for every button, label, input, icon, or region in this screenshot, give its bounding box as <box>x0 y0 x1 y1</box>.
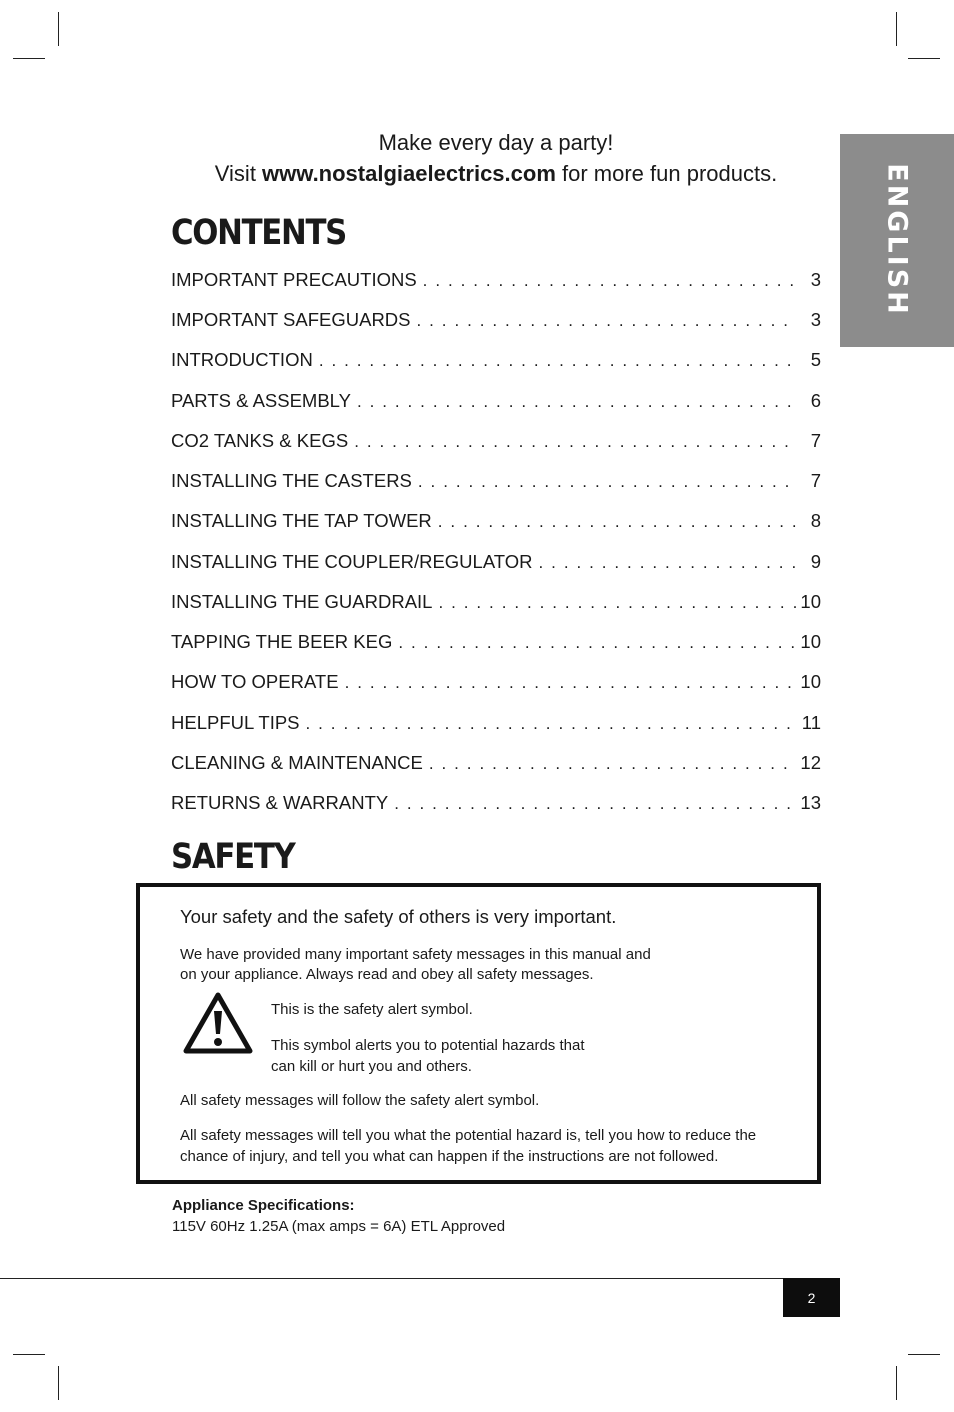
toc-entry-page: 3 <box>810 309 821 330</box>
toc-entry-title: HELPFUL TIPS <box>171 712 300 733</box>
toc-entry-page: 6 <box>810 390 821 411</box>
alert-line2: can kill or hurt you and others. <box>271 1058 472 1075</box>
contents-heading: CONTENTS <box>171 213 347 253</box>
toc-leader <box>418 472 797 492</box>
website-url: www.nostalgiaelectrics.com <box>262 161 556 186</box>
toc-entry <box>171 551 821 579</box>
toc-entry-title: INSTALLING THE GUARDRAIL <box>171 591 433 612</box>
alert-symbol-text: This is the safety alert symbol. <box>271 1001 473 1018</box>
toc-entry-title: TAPPING THE BEER KEG <box>171 631 393 652</box>
toc-leader <box>394 794 797 814</box>
toc-entry-title: IMPORTANT SAFEGUARDS <box>171 309 411 330</box>
tagline-suffix: for more fun products. <box>555 161 778 186</box>
toc-leader <box>539 553 797 573</box>
safety-tell-line2: chance of injury, and tell you what can happen if the instructions are not followed. <box>180 1148 719 1165</box>
alert-line1: This symbol alerts you to potential hazards that <box>271 1037 585 1054</box>
toc-entry-page: 11 <box>801 712 821 733</box>
toc-entry-title: RETURNS & WARRANTY <box>171 792 389 813</box>
toc-entry-page: 9 <box>810 551 821 572</box>
toc-entry-title: HOW TO OPERATE <box>171 671 339 692</box>
tagline-line1: Make every day a party! <box>378 130 614 155</box>
toc-entry <box>171 792 821 820</box>
toc-entry-title: INSTALLING THE COUPLER/REGULATOR <box>171 551 533 572</box>
toc-entry-title: CLEANING & MAINTENANCE <box>171 752 423 773</box>
toc-entry-title: IMPORTANT PRECAUTIONS <box>171 269 417 290</box>
tagline-line2 <box>140 161 852 187</box>
toc-entry <box>171 712 821 740</box>
toc-entry-page: 3 <box>810 269 821 290</box>
page-number: 2 <box>783 1278 840 1317</box>
toc-leader <box>357 392 797 412</box>
toc-entry <box>171 309 821 337</box>
safety-intro-line1: We have provided many important safety messages in this manual and <box>180 946 651 963</box>
crop-mark <box>13 58 45 59</box>
footer-rule <box>0 1278 840 1279</box>
toc-leader <box>354 432 797 452</box>
toc-entry-page: 12 <box>800 752 821 773</box>
toc-entry-page: 8 <box>810 510 821 531</box>
toc-leader <box>438 593 797 613</box>
toc-leader <box>398 633 797 653</box>
toc-entry-page: 10 <box>800 671 821 692</box>
appliance-specs-value: 115V 60Hz 1.25A (max amps = 6A) ETL Approved <box>172 1218 506 1235</box>
toc-entry <box>171 671 821 699</box>
toc-entry <box>171 349 821 377</box>
crop-mark <box>58 12 59 46</box>
toc-entry-title: PARTS & ASSEMBLY <box>171 390 351 411</box>
safety-box <box>136 883 821 1184</box>
language-tab-label: ENGLISH <box>881 163 913 317</box>
crop-mark <box>58 1366 59 1400</box>
warning-triangle-icon <box>183 991 253 1055</box>
safety-tell-line1: All safety messages will tell you what the potential hazard is, tell you how to reduce the <box>180 1127 757 1144</box>
toc-entry-page: 5 <box>810 349 821 370</box>
toc-leader <box>306 714 797 734</box>
safety-follow-text: All safety messages will follow the safety alert symbol. <box>180 1092 540 1109</box>
crop-mark <box>896 1366 897 1400</box>
toc-entry <box>171 470 821 498</box>
toc-leader <box>417 311 797 331</box>
crop-mark <box>13 1354 45 1355</box>
crop-mark <box>908 1354 940 1355</box>
toc-entry <box>171 752 821 780</box>
language-tab <box>840 134 954 347</box>
safety-lead: Your safety and the safety of others is very important. <box>180 906 617 927</box>
toc-entry-page: 13 <box>800 792 821 813</box>
toc-entry-title: INSTALLING THE CASTERS <box>171 470 412 491</box>
tagline-prefix: Visit <box>214 161 263 186</box>
toc-entry-page: 10 <box>800 591 821 612</box>
toc-entry-page: 7 <box>810 470 821 491</box>
toc-entry-title: INTRODUCTION <box>171 349 313 370</box>
safety-intro-line2: on your appliance. Always read and obey all safety messages. <box>180 966 594 983</box>
toc-entry-title: CO2 TANKS & KEGS <box>171 430 349 451</box>
toc-leader <box>423 271 797 291</box>
crop-mark <box>896 12 897 46</box>
toc-entry-page: 10 <box>800 631 821 652</box>
crop-mark <box>908 58 940 59</box>
toc-leader <box>319 351 797 371</box>
safety-heading: SAFETY <box>171 837 295 877</box>
toc-entry <box>171 591 821 619</box>
toc-entry <box>171 631 821 659</box>
toc-entry <box>171 430 821 458</box>
toc-entry <box>171 510 821 538</box>
toc-entry <box>171 390 821 418</box>
appliance-specs-label: Appliance Specifications: <box>172 1197 355 1214</box>
toc-leader <box>438 512 797 532</box>
toc-leader <box>345 673 797 693</box>
toc-leader <box>429 754 797 774</box>
toc-entry-title: INSTALLING THE TAP TOWER <box>171 510 432 531</box>
toc-entry <box>171 269 821 297</box>
toc-entry-page: 7 <box>810 430 821 451</box>
